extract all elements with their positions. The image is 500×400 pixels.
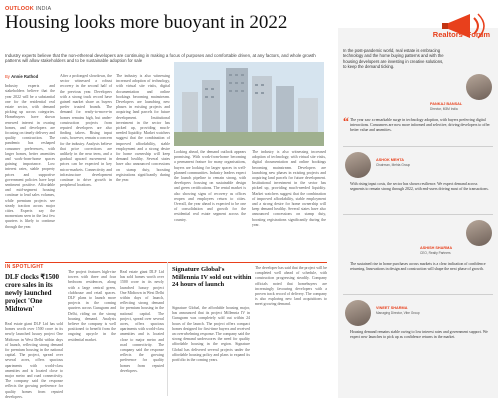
person-role: Chairman, Mehta Group	[376, 163, 411, 167]
byline	[5, 74, 55, 79]
avatar	[466, 74, 492, 100]
avatar	[345, 152, 371, 178]
sidebar-divider	[343, 294, 493, 295]
quote-icon: “	[343, 114, 349, 128]
sidebar-divider	[343, 146, 493, 147]
byline-prefix: By	[5, 74, 10, 79]
spotlight-story1-body	[5, 322, 63, 399]
avatar	[466, 220, 492, 246]
sidebar-divider	[343, 214, 493, 215]
byline-author: Annie Rathod	[11, 74, 39, 79]
person-quote: The year saw a remarkable surge in technology adoption, with buyers preferring digital interactions. Consumers are now more informed and selective, driving developers to offer better value and amenities.	[350, 118, 490, 132]
article-column-3	[116, 74, 170, 259]
person-quote: The sustained rise in home purchases across markets is a clear indication of confidence returning. Innovations in design and construction will shape the next phase of growth.	[350, 262, 486, 271]
article-column-1	[5, 74, 55, 259]
sidebar-title: Realtors' Forum	[432, 30, 490, 39]
spotlight-tag: IN SPOTLIGHT	[5, 264, 44, 270]
spotlight-story1-body-3	[120, 270, 164, 396]
spotlight-divider	[5, 262, 327, 263]
building-photo	[174, 62, 324, 146]
person-name: ASHOK MEHTA	[376, 158, 404, 162]
person-quote: With rising input costs, the sector has shown resilience. We expect demand across segments to remain strong through 2022, with end-users driving most of the transactions.	[350, 182, 489, 191]
column-divider	[167, 262, 168, 396]
person-role: CEO, Realty Partners	[420, 251, 451, 255]
person-name: ASHISH SHARMA	[420, 246, 453, 250]
article-text-3: The industry is also witnessing increased adoption of technology, with virtual site visits, digital documentation and online bookings becoming mainstream. Developers are launching new phases in existing projects and acquiring land parcels for future development. Institutional investment in the sector has picked up, providing much-needed liquidity. Market watchers suggest that the combination of improved affordability, stable employment and a strong desire for home ownership will keep demand healthy. Several states have also announced concessions on stamp duty, boosting registrations significantly during the year.	[116, 74, 170, 183]
spotlight-story2-body-2	[255, 266, 327, 396]
article-text-1: Industry experts and stakeholders believe that the year 2022 will be a substantial one for the residential real estate sector, with demand picking up across categories. Homebuyers have shown renewed interest in owning homes, and developers are focusing on timely delivery and quality construction. The pandemic has reshaped consumer preferences, with larger homes, better amenities and work-from-home spaces gaining importance. Low interest rates, stable property prices and supportive government policies have kept sentiment positive. Affordable and mid-segment housing continue to lead sales volumes, while premium projects see steady traction across major cities. Experts say the momentum seen in the last few quarters is likely to continue through the year.	[5, 84, 55, 229]
person-role: Director, M3M India	[430, 107, 458, 111]
spotlight-story1-text-2: The project features high-rise towers with three and four bedroom residences, along with a large central green, clubhouse and retail spaces. DLF plans to launch more projects in the coming quarters across Gurugram and Delhi, riding on the strong housing demand. Analysts believe the company is well positioned to benefit from the ongoing upcycle in the residential market.	[68, 270, 116, 342]
page-title: Housing looks more buoyant in 2022	[5, 12, 288, 33]
person-quote: Housing demand remains stable owing to low interest rates and government support. We expect new launches to pick up as confidence returns in the market.	[350, 330, 488, 339]
article-column-4	[174, 150, 246, 260]
person-name: VINEET SHARMA	[376, 306, 408, 310]
spotlight-story2-title: Signature Global's Millennia IV sold out within 24 hours of launch	[172, 266, 252, 289]
section-label-india: INDIA	[35, 6, 52, 12]
megaphone-icon	[440, 6, 496, 46]
person-name: PANKAJ BANSAL	[430, 102, 463, 106]
spotlight-story2-text: Signature Global, the affordable housing major, has announced that its project Millennia IV in Gurugram was completely sold out within 24 hours of the launch. The project offers compact homes designed for first-time buyers and received an overwhelming response. The company said the strong demand underscores the need for quality affordable housing in the region. Signature Global has delivered several projects under the affordable housing policy and plans to expand its portfolio in the coming years.	[172, 306, 251, 363]
avatar	[345, 300, 371, 326]
sidebar-intro: In the post-pandemic world, real estate is embracing technology and the home buying patterns and with the housing developers are investing in creative solutions, to keep the demand ticking.	[343, 48, 444, 70]
article-text-4: Looking ahead, the demand outlook appears promising. With work-from-home becoming a permanent feature for many organisations, buyers are looking for larger spaces in well-planned communities. Industry leaders expect the launch pipeline to remain strong, with developers focusing on sustainable design and green certifications. The rental market is also showing signs of recovery as offices reopen and employees return to cities. Overall, the year ahead is expected to be one of consolidation and growth for the residential real estate segment across the country.	[174, 150, 246, 222]
article-column-5	[252, 150, 326, 260]
person-role: Managing Director, Vibe Group	[376, 311, 420, 315]
spotlight-story1-body-2	[68, 270, 116, 396]
article-text-5: The industry is also witnessing increased adoption of technology, with virtual site visits, digital documentation and online bookings becoming mainstream. Developers are launching new phases in existing projects and acquiring land parcels for future development. Institutional investment in the sector has picked up, providing much-needed liquidity. Market watchers suggest that the combination of improved affordability, stable employment and a strong desire for home ownership will keep demand healthy. Several states have also announced concessions on stamp duty, boosting registrations significantly during the year.	[252, 150, 326, 227]
section-label-outlook: OUTLOOK	[5, 6, 34, 12]
spotlight-story1-text: Real estate giant DLF Ltd has sold homes worth over 1500 crore in its newly launched luxury project One Midtown in West Delhi within days of launch, reflecting strong demand for premium housing in the national capital. The project, spread over several acres, offers spacious apartments with world-class amenities and is located close to major metro and road connectivity. The company said the response reflects the growing preference for quality homes from reputed developers.	[5, 322, 63, 399]
article-column-2	[60, 74, 112, 259]
spotlight-story1-text-3: Real estate giant DLF Ltd has sold homes worth over 1500 crore in its newly launched luxury project One Midtown in West Delhi within days of launch, reflecting strong demand for premium housing in the national capital. The project, spread over several acres, offers spacious apartments with world-class amenities and is located close to major metro and road connectivity. The company said the response reflects the growing preference for quality homes from reputed developers.	[120, 270, 164, 373]
article-text-2: After a prolonged slowdown, the sector witnessed a robust recovery in the second half of the previous year. Developers with a strong track record have gained market share as buyers prefer trusted brands. The demand for ready-to-move-in homes remains high, but under-construction projects from reputed developers are also finding takers. Rising input costs, however, remain a concern for the industry. Analysts believe that price corrections are unlikely in the near term, and a gradual upward movement in prices can be expected in key micro-markets. Connectivity and infrastructure development continue to drive growth in peripheral locations.	[60, 74, 112, 188]
spotlight-story2-text-2: The developer has said that the project will be completed well ahead of schedule, with construction progressing steadily. Company officials noted that homebuyers are increasingly favouring developers with a proven track record of delivery. The company is also exploring new land acquisitions to meet growing demand.	[255, 266, 327, 307]
deck-text: Industry experts believe that the non-ethereal developers are continuing in making a focus of purposes and comfortable driven, at any factors, and whole growth patterns will allow stakeholders and to be sustainable adoption for sale	[5, 53, 316, 64]
high-rise-buildings-image	[174, 62, 324, 146]
spotlight-story2-body	[172, 306, 250, 396]
spotlight-story1-title: DLF clocks ₹1500 crore sales in its newly launched project 'One Midtown'	[5, 273, 59, 313]
